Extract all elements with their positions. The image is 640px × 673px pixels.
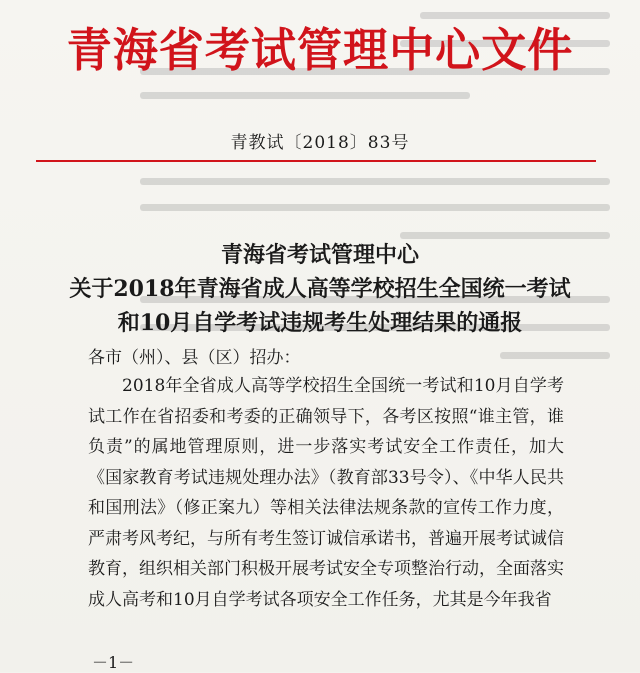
title-line-subject: 关于2018年青海省成人高等学校招生全国统一考试 — [69, 276, 571, 302]
title-line-topic: 和10月自学考试违规考生处理结果的通报 — [117, 310, 523, 336]
issuer-header-title: 青海省考试管理中心文件 — [66, 23, 574, 77]
notice-title — [0, 238, 640, 340]
page-number: －1－ — [92, 653, 135, 672]
red-separator-line — [36, 160, 596, 162]
body-paragraph: 2018年全省成人高等学校招生全国统一考试和10月自学考试工作在省招委和考委的正确领导下，各考区按照“谁主管，谁负责”的属地管理原则，进一步落实考试安全工作责任，加大《国家教育考试违规处理办法》（教育部33号令）、《中华人民共和国刑法》（修正案九）等相关法律法规条款的宣传工作力度，严肃考风考纪，与所有考生签订诚信承诺书，普遍开展考试诚信教育，组织相关部门积极开展考试安全专项整治行动，全面落实成人高考和10月自学考试各项安全工作任务，尤其是今年我省 — [88, 376, 564, 610]
document-number: 青教试〔2018〕83号 — [230, 133, 410, 153]
title-line-issuer: 青海省考试管理中心 — [220, 242, 419, 268]
salutation: 各市（州）、县（区）招办： — [88, 348, 301, 368]
